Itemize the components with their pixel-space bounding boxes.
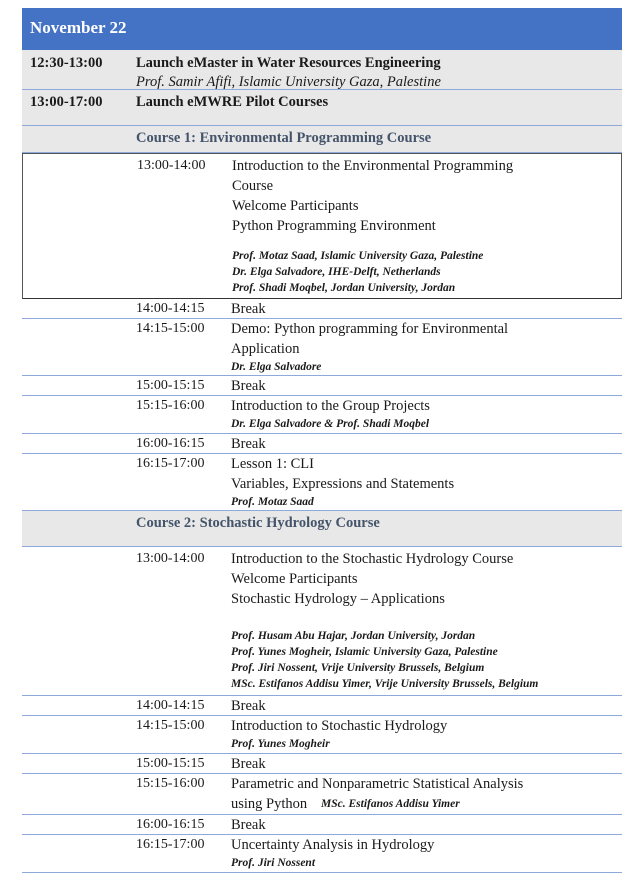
session-speaker: Dr. Elga Salvadore & Prof. Shadi Moqbel	[231, 418, 430, 430]
course2-session-row	[22, 815, 622, 835]
session-title: Demo: Python programming for Environmental	[231, 321, 509, 337]
session-speaker: Prof. Jiri Nossent	[231, 857, 316, 869]
course2-intro-line: Stochastic Hydrology – Applications	[231, 591, 445, 607]
course2-session-row	[22, 696, 622, 716]
course2-intro-lines	[231, 549, 513, 609]
session-time: 15:15-16:00	[136, 776, 205, 791]
speaker-line: Prof. Husam Abu Hajar, Jordan University, Jordan	[231, 630, 476, 642]
course1-session-row	[22, 319, 622, 376]
course1-intro-lines	[232, 156, 513, 236]
launch-time-1: 12:30-13:00	[30, 55, 103, 71]
launch-title-1: Launch eMaster in Water Resources Engineering	[136, 55, 441, 71]
course1-intro-line: Introduction to the Environmental Programming	[232, 158, 514, 174]
session-title: Uncertainty Analysis in Hydrology	[231, 837, 435, 853]
course1-intro-line: Course	[232, 178, 274, 194]
speaker-line: Prof. Motaz Saad, Islamic University Gaza, Palestine	[232, 250, 484, 262]
session-time: 14:15-15:00	[136, 718, 205, 733]
session-title: Break	[231, 378, 266, 394]
course2-intro-line: Introduction to the Stochastic Hydrology Course	[231, 551, 514, 567]
session-title: Variables, Expressions and Statements	[231, 476, 455, 492]
session-speaker: Prof. Yunes Mogheir	[231, 738, 330, 750]
session-title: Parametric and Nonparametric Statistical Analysis	[231, 776, 524, 792]
course2-intro-line: Welcome Participants	[231, 571, 358, 587]
course2-intro-speakers	[231, 628, 538, 692]
course1-session-row	[22, 376, 622, 396]
course1-intro-row	[22, 153, 622, 299]
speaker-line: Prof. Yunes Mogheir, Islamic University Gaza, Palestine	[231, 646, 498, 658]
session-speaker: Prof. Motaz Saad	[231, 496, 314, 508]
session-title: Break	[231, 817, 266, 833]
speaker-line: Prof. Jiri Nossent, Vrije University Brussels, Belgium	[231, 662, 485, 674]
course2-session-row	[22, 835, 622, 873]
launch-row-1	[22, 50, 622, 90]
session-speaker: MSc. Estifanos Addisu Yimer	[321, 798, 460, 810]
course1-intro-speakers	[232, 248, 483, 296]
course1-session-row	[22, 434, 622, 454]
session-time: 15:15-16:00	[136, 398, 205, 413]
session-time: 14:00-14:15	[136, 698, 205, 713]
session-title: Introduction to Stochastic Hydrology	[231, 718, 448, 734]
session-title: Introduction to the Group Projects	[231, 398, 430, 414]
speaker-line: MSc. Estifanos Addisu Yimer, Vrije University Brussels, Belgium	[231, 678, 539, 690]
session-speaker: Dr. Elga Salvadore	[231, 361, 322, 373]
session-time: 16:00-16:15	[136, 817, 205, 832]
session-time: 15:00-15:15	[136, 756, 205, 771]
course1-session-row	[22, 454, 622, 511]
course2-intro-time: 13:00-14:00	[136, 551, 205, 566]
session-title: Break	[231, 436, 266, 452]
speaker-line: Prof. Shadi Moqbel, Jordan University, Jordan	[232, 282, 456, 294]
session-title: Application	[231, 341, 300, 357]
speaker-line: Dr. Elga Salvadore, IHE-Delft, Netherlands	[232, 266, 441, 278]
session-time: 16:15-17:00	[136, 456, 205, 471]
course1-title: Course 1: Environmental Programming Course	[136, 130, 432, 146]
schedule-document	[22, 8, 622, 873]
course1-intro-line: Welcome Participants	[232, 198, 359, 214]
launch-time-2: 13:00-17:00	[30, 94, 103, 110]
session-title: Break	[231, 301, 266, 317]
session-title: Break	[231, 698, 266, 714]
launch-title-2: Launch eMWRE Pilot Courses	[136, 94, 329, 110]
session-time: 14:00-14:15	[136, 301, 205, 316]
course1-intro-time: 13:00-14:00	[137, 158, 206, 173]
course2-title: Course 2: Stochastic Hydrology Course	[136, 515, 380, 531]
course1-intro-line: Python Programming Environment	[232, 218, 436, 234]
session-time: 16:00-16:15	[136, 436, 205, 451]
launch-speaker-1: Prof. Samir Afifi, Islamic University Gaza, Palestine	[136, 74, 441, 90]
session-time: 15:00-15:15	[136, 378, 205, 393]
course2-session-row	[22, 774, 622, 815]
course1-title-row	[22, 126, 622, 153]
course1-session-row	[22, 299, 622, 319]
session-title: Lesson 1: CLI	[231, 456, 314, 472]
course2-intro-row	[22, 547, 622, 696]
session-time: 14:15-15:00	[136, 321, 205, 336]
course2-session-row	[22, 716, 622, 754]
session-time: 16:15-17:00	[136, 837, 205, 852]
launch-row-2	[22, 90, 622, 126]
session-title-lines	[231, 454, 454, 494]
course2-title-row	[22, 511, 622, 547]
date-header: November 22	[22, 8, 622, 50]
session-title: Break	[231, 756, 266, 772]
session-title: using Python	[231, 796, 308, 812]
course2-session-row	[22, 754, 622, 774]
course1-session-row	[22, 396, 622, 434]
session-title-lines	[231, 319, 508, 359]
